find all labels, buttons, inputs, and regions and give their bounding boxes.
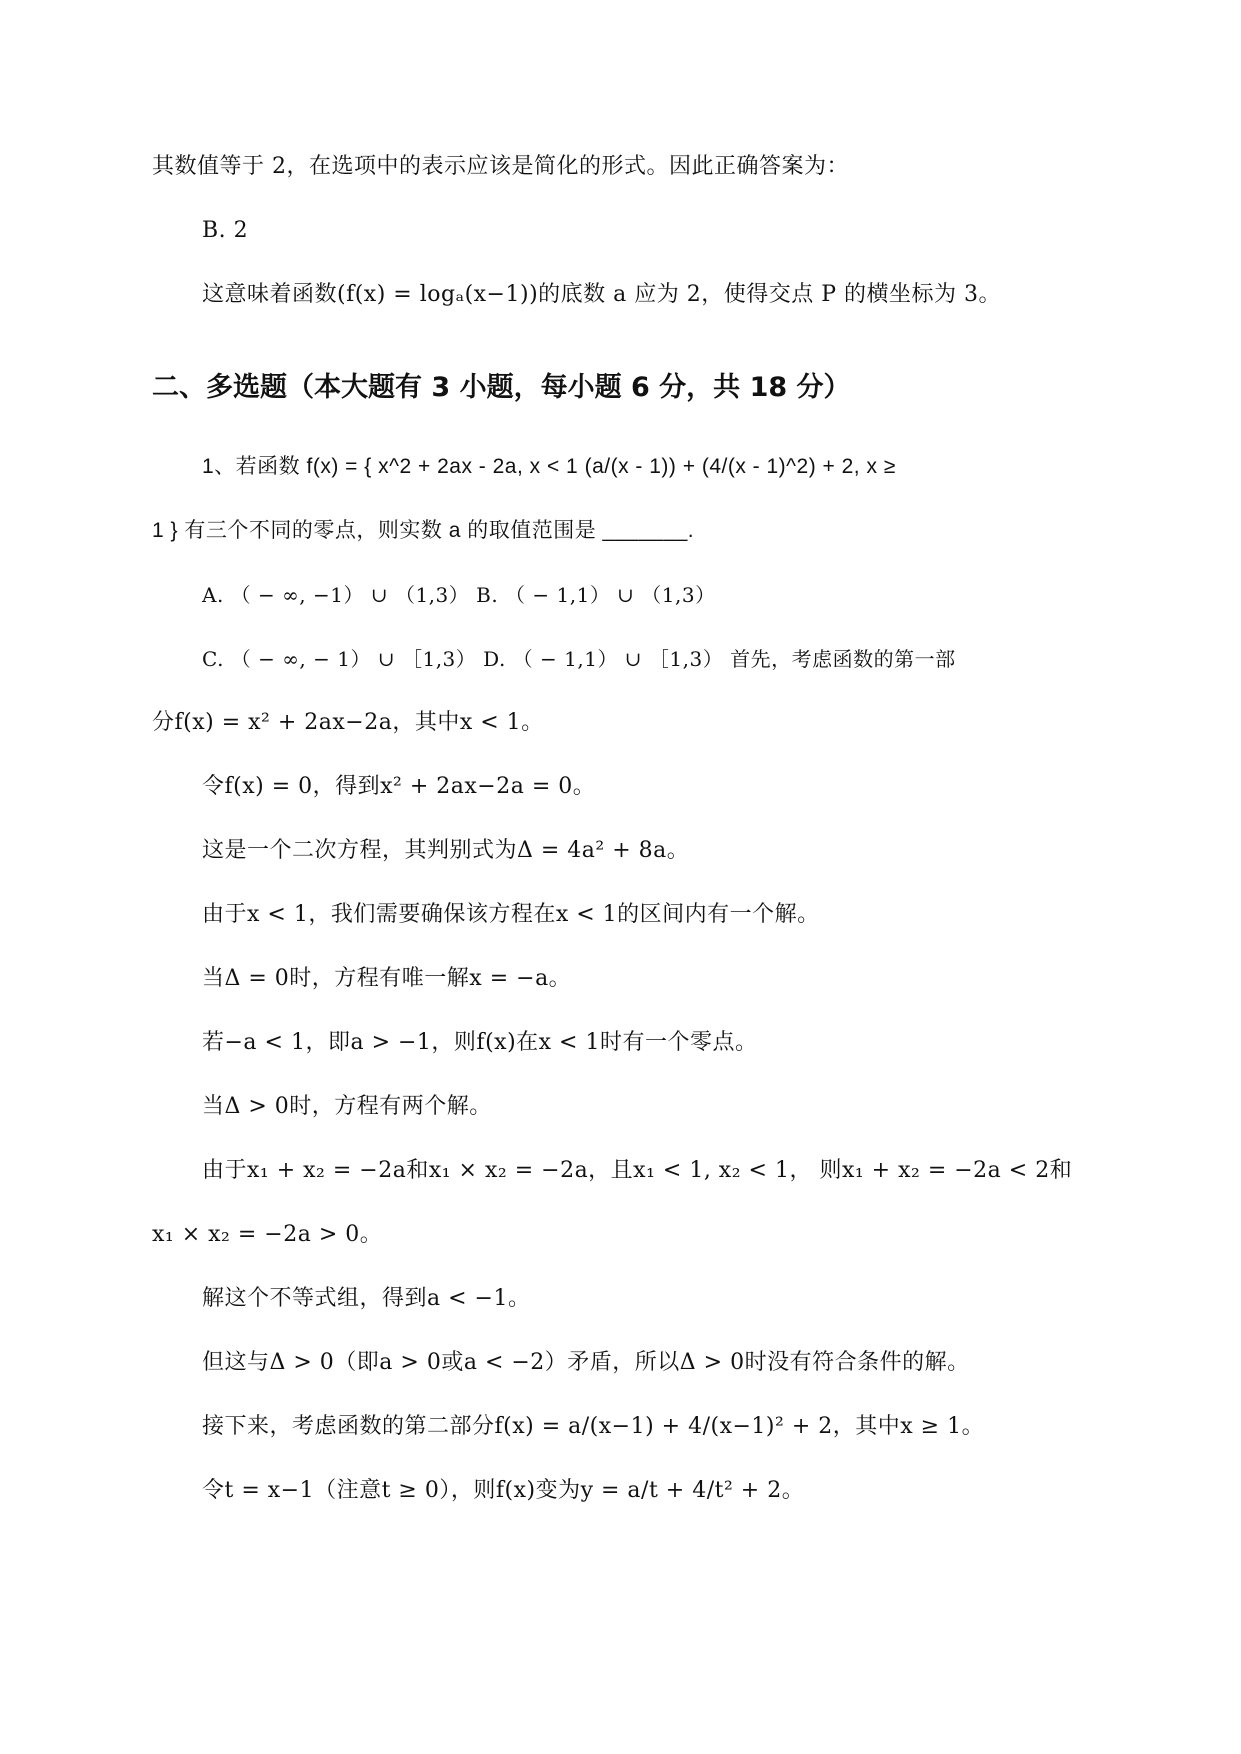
text-line: 解这个不等式组，得到a < −1。 xyxy=(202,1286,531,1311)
question-line: 1、若函数 f(x) = { x^2 + 2ax - 2a, x < 1 (a/(x - 1)) + (4/(x - 1)^2) + 2, x ≥ xyxy=(202,455,896,478)
text-line: 由于x < 1，我们需要确保该方程在x < 1的区间内有一个解。 xyxy=(202,902,820,927)
text-line: 由于x₁ + x₂ = −2a和x₁ × x₂ = −2a，且x₁ < 1, x₂ < 1， 则x₁ + x₂ = −2a < 2和 xyxy=(202,1158,1073,1183)
text-line: 若−a < 1，即a > −1，则f(x)在x < 1时有一个零点。 xyxy=(202,1030,758,1055)
option-line: C. （ − ∞, − 1） ∪ ［1,3） D. （ − 1,1） ∪ ［1,3） 首先，考虑函数的第一部 xyxy=(202,647,956,671)
text-line: 这是一个二次方程，其判别式为Δ = 4a² + 8a。 xyxy=(202,838,690,863)
text-line: B. 2 xyxy=(202,218,249,243)
text-line: 其数值等于 2，在选项中的表示应该是简化的形式。因此正确答案为： xyxy=(152,154,849,179)
text-line: 当Δ = 0时，方程有唯一解x = −a。 xyxy=(202,966,572,991)
text-line: 当Δ > 0时，方程有两个解。 xyxy=(202,1094,492,1119)
text-line: 令f(x) = 0，得到x² + 2ax−2a = 0。 xyxy=(202,774,596,799)
text-line: 分f(x) = x² + 2ax−2a，其中x < 1。 xyxy=(152,710,544,735)
section-heading: 二、多选题（本大题有 3 小题，每小题 6 分，共 18 分） xyxy=(152,372,851,403)
text-line: 这意味着函数(f(x) = logₐ(x−1))的底数 a 应为 2，使得交点 P 的横坐标为 3。 xyxy=(202,282,1002,307)
text-line: 接下来，考虑函数的第二部分f(x) = a/(x−1) + 4/(x−1)² + 2，其中x ≥ 1。 xyxy=(202,1414,985,1439)
text-line: x₁ × x₂ = −2a > 0。 xyxy=(152,1222,383,1247)
text-line: 但这与Δ > 0（即a > 0或a < −2）矛盾，所以Δ > 0时没有符合条件的解。 xyxy=(202,1350,970,1375)
option-line: A. （ − ∞, −1） ∪ （1,3） B. （ − 1,1） ∪ （1,3） xyxy=(202,583,716,607)
text-line: 令t = x−1（注意t ≥ 0），则f(x)变为y = a/t + 4/t² + 2。 xyxy=(202,1478,805,1503)
question-line: 1 } 有三个不同的零点，则实数 a 的取值范围是 _______. xyxy=(152,519,695,542)
